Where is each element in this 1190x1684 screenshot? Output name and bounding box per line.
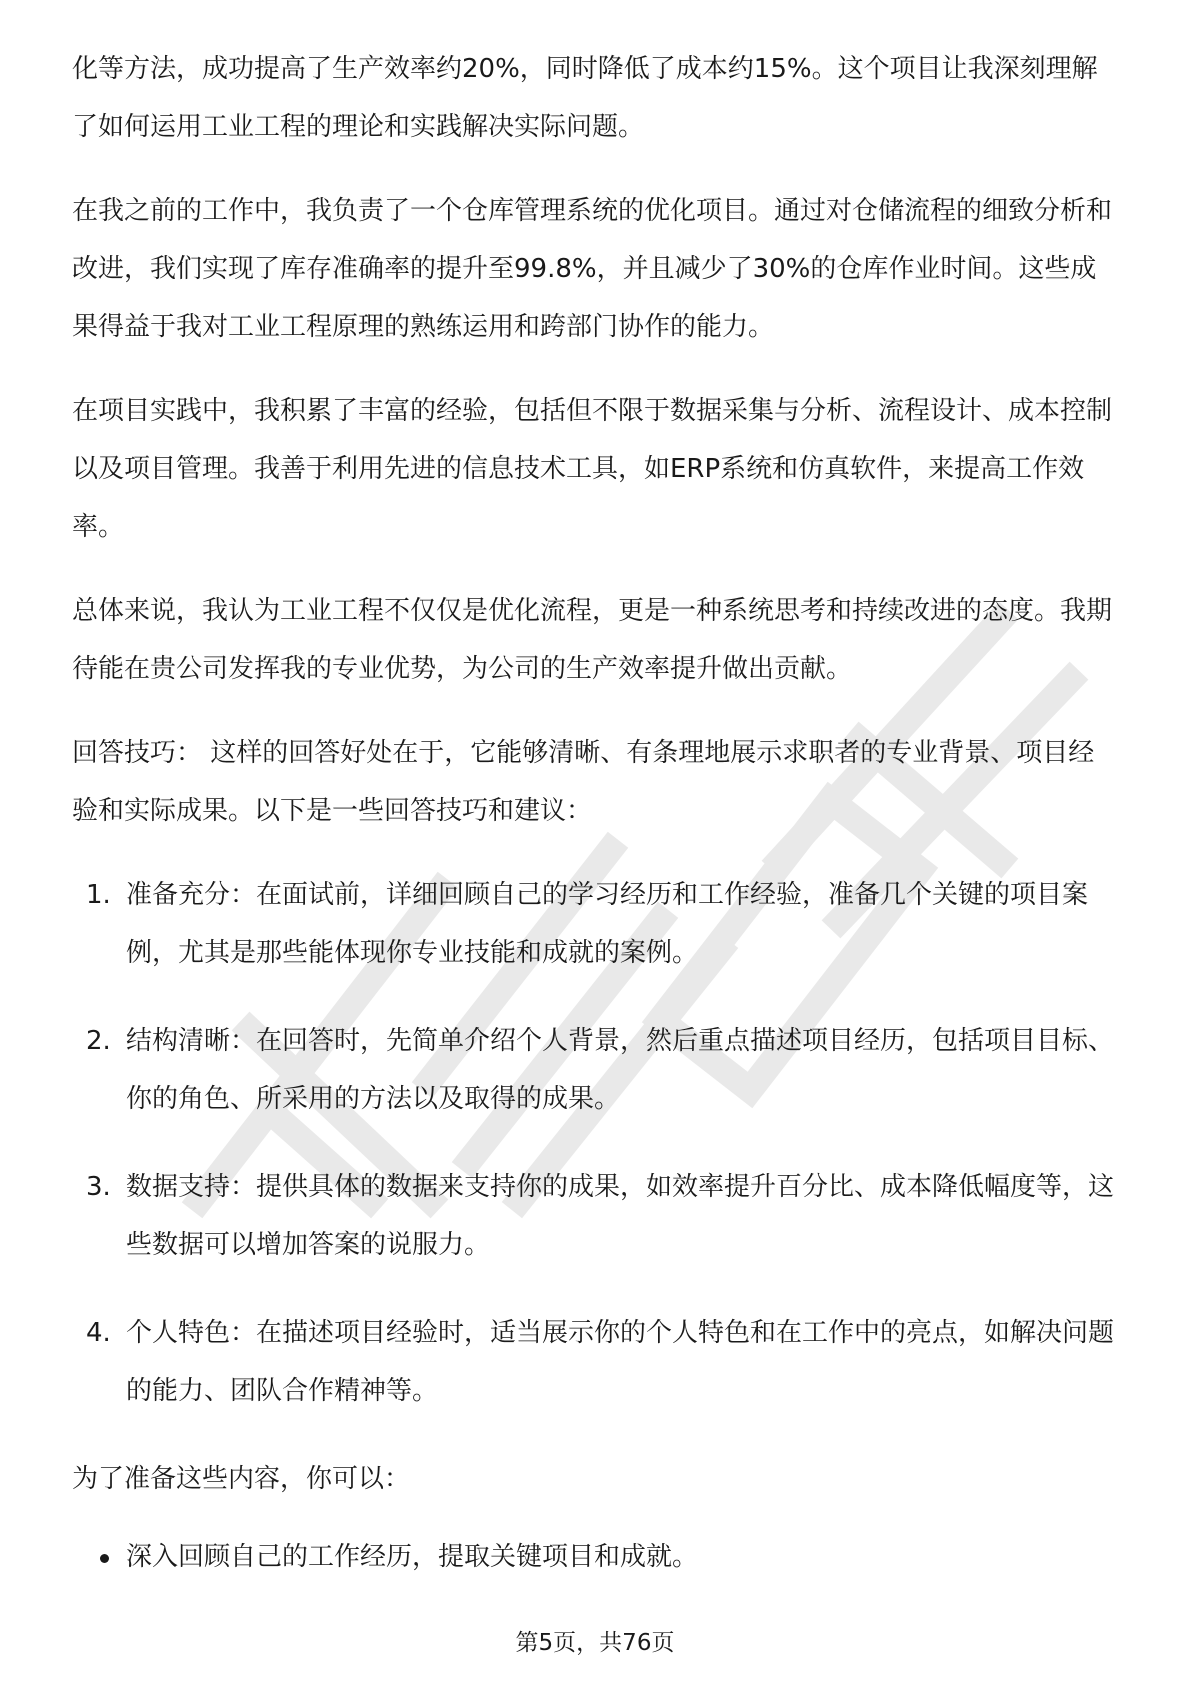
list-item <box>72 866 1118 982</box>
list-item <box>72 1304 1118 1420</box>
list-item <box>72 1528 1118 1586</box>
list-item-text: 个人特色：在描述项目经验时，适当展示你的个人特色和在工作中的亮点，如解决问题的能力、团队合作精神等。 <box>126 1318 1115 1406</box>
prep-intro: 为了准备这些内容，你可以： <box>72 1464 411 1494</box>
list-item-text: 深入回顾自己的工作经历，提取关键项目和成就。 <box>126 1542 699 1572</box>
document-body <box>72 40 1118 1586</box>
paragraph-1: 化等方法，成功提高了生产效率约20%，同时降低了成本约15%。这个项目让我深刻理解了如何运用工业工程的理论和实践解决实际问题。 <box>72 54 1098 142</box>
list-number: 3. <box>86 1172 111 1202</box>
list-number: 2. <box>86 1026 111 1056</box>
list-number: 4. <box>86 1318 111 1348</box>
tips-list <box>72 866 1118 1420</box>
page-footer: 第5页，共76页 <box>515 1630 675 1656</box>
list-number: 1. <box>86 880 111 910</box>
paragraph-2: 在我之前的工作中，我负责了一个仓库管理系统的优化项目。通过对仓储流程的细致分析和改进，我们实现了库存准确率的提升至99.8%，并且减少了30%的仓库作业时间。这些成果得益于我对工业工程原理的熟练运用和跨部门协作的能力。 <box>72 196 1113 342</box>
list-item-text: 准备充分：在面试前，详细回顾自己的学习经历和工作经验，准备几个关键的项目案例，尤其是那些能体现你专业技能和成就的案例。 <box>126 880 1089 968</box>
paragraph-4: 总体来说，我认为工业工程不仅仅是优化流程，更是一种系统思考和持续改进的态度。我期待能在贵公司发挥我的专业优势，为公司的生产效率提升做出贡献。 <box>72 596 1113 684</box>
paragraph-3: 在项目实践中，我积累了丰富的经验，包括但不限于数据采集与分析、流程设计、成本控制以及项目管理。我善于利用先进的信息技术工具，如ERP系统和仿真软件，来提高工作效率。 <box>72 396 1113 542</box>
prep-list <box>72 1528 1118 1586</box>
bullet-icon <box>100 1554 109 1563</box>
list-item <box>72 1158 1118 1274</box>
list-item-text: 数据支持：提供具体的数据来支持你的成果，如效率提升百分比、成本降低幅度等，这些数据可以增加答案的说服力。 <box>126 1172 1115 1260</box>
paragraph-answer-tips: 回答技巧： 这样的回答好处在于，它能够清晰、有条理地展示求职者的专业背景、项目经验和实际成果。以下是一些回答技巧和建议： <box>72 738 1095 826</box>
list-item <box>72 1012 1118 1128</box>
list-item-text: 结构清晰：在回答时，先简单介绍个人背景，然后重点描述项目经历，包括项目目标、你的角色、所采用的方法以及取得的成果。 <box>126 1026 1115 1114</box>
